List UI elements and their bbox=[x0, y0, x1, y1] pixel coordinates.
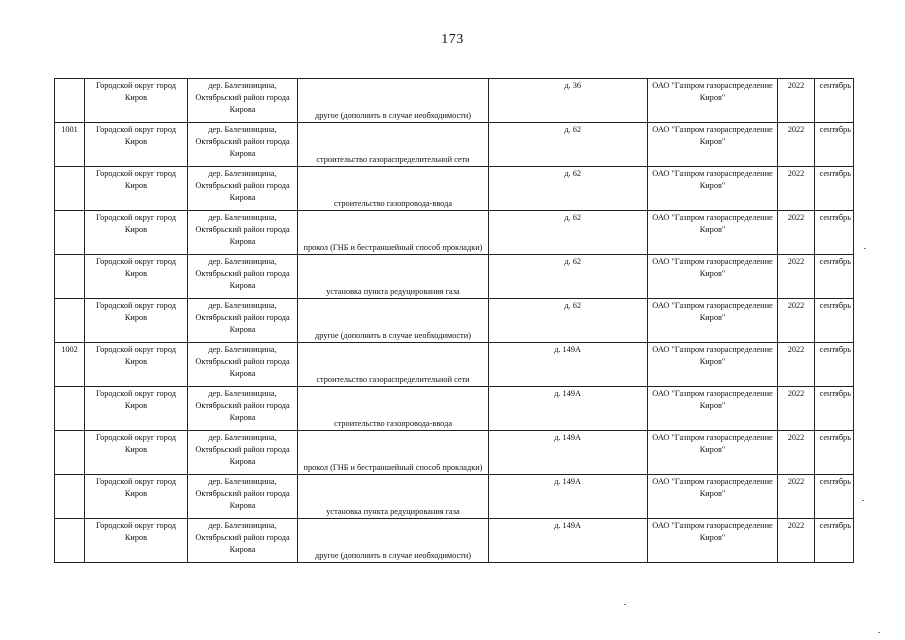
year-text: 2022 bbox=[787, 125, 805, 134]
organization-cell bbox=[648, 167, 778, 211]
organization-cell bbox=[648, 255, 778, 299]
row-number-cell bbox=[55, 299, 85, 343]
row-number-cell bbox=[55, 167, 85, 211]
municipality-text: Городской округ город bbox=[96, 389, 176, 398]
work-type-cell bbox=[298, 211, 489, 255]
organization-text: ОАО "Газпром газораспределение bbox=[652, 169, 773, 178]
table-row bbox=[55, 255, 854, 299]
table-row bbox=[55, 431, 854, 475]
locality-cell bbox=[188, 299, 298, 343]
municipality-text: Городской округ город bbox=[96, 125, 176, 134]
row-number-cell bbox=[55, 387, 85, 431]
house-number-cell bbox=[489, 431, 648, 475]
row-number-cell bbox=[55, 519, 85, 563]
house-number-text: д. 149А bbox=[554, 521, 581, 530]
month-text: сентябрь bbox=[819, 521, 851, 530]
organization-text: Киров" bbox=[699, 269, 726, 278]
municipality-cell bbox=[85, 123, 188, 167]
month-cell bbox=[815, 255, 854, 299]
organization-text: ОАО "Газпром газораспределение bbox=[652, 257, 773, 266]
month-text: сентябрь bbox=[819, 433, 851, 442]
month-cell bbox=[815, 167, 854, 211]
municipality-cell bbox=[85, 387, 188, 431]
table-body bbox=[55, 79, 854, 563]
locality-text: Кирова bbox=[229, 413, 256, 422]
work-type-cell bbox=[298, 167, 489, 211]
year-text: 2022 bbox=[787, 521, 805, 530]
work-type-text: установка пункта редуцирования газа bbox=[326, 507, 460, 516]
year-cell bbox=[778, 211, 815, 255]
scan-speck bbox=[862, 500, 864, 501]
house-number-cell bbox=[489, 79, 648, 123]
house-number-cell bbox=[489, 123, 648, 167]
page-number: 173 bbox=[441, 32, 464, 47]
locality-text: дер. Балезиницина, bbox=[208, 389, 277, 398]
organization-text: ОАО "Газпром газораспределение bbox=[652, 81, 773, 90]
locality-cell bbox=[188, 431, 298, 475]
gasification-schedule-table bbox=[54, 78, 854, 563]
month-text: сентябрь bbox=[819, 477, 851, 486]
year-text: 2022 bbox=[787, 257, 805, 266]
row-number-cell bbox=[55, 255, 85, 299]
locality-text: Кирова bbox=[229, 457, 256, 466]
house-number-text: д. 62 bbox=[564, 213, 581, 222]
locality-text: Кирова bbox=[229, 237, 256, 246]
locality-cell bbox=[188, 255, 298, 299]
municipality-cell bbox=[85, 343, 188, 387]
organization-cell bbox=[648, 343, 778, 387]
municipality-text: Городской округ город bbox=[96, 301, 176, 310]
locality-text: Октябрьский район города bbox=[195, 93, 290, 102]
organization-cell bbox=[648, 431, 778, 475]
organization-text: ОАО "Газпром газораспределение bbox=[652, 389, 773, 398]
year-cell bbox=[778, 343, 815, 387]
locality-cell bbox=[188, 519, 298, 563]
house-number-text: д. 149А bbox=[554, 389, 581, 398]
locality-cell bbox=[188, 211, 298, 255]
month-text: сентябрь bbox=[819, 257, 851, 266]
year-cell bbox=[778, 519, 815, 563]
year-text: 2022 bbox=[787, 169, 805, 178]
house-number-text: д. 62 bbox=[564, 169, 581, 178]
organization-text: Киров" bbox=[699, 445, 726, 454]
table-row bbox=[55, 299, 854, 343]
work-type-text: строительство газопровода-ввода bbox=[334, 199, 452, 208]
year-text: 2022 bbox=[787, 301, 805, 310]
locality-text: Октябрьский район города bbox=[195, 181, 290, 190]
month-text: сентябрь bbox=[819, 213, 851, 222]
row-number-cell bbox=[55, 431, 85, 475]
table-row bbox=[55, 79, 854, 123]
work-type-text: строительство газораспределительной сети bbox=[316, 155, 470, 164]
locality-text: Кирова bbox=[229, 325, 256, 334]
locality-text: Кирова bbox=[229, 193, 256, 202]
organization-text: ОАО "Газпром газораспределение bbox=[652, 301, 773, 310]
month-cell bbox=[815, 343, 854, 387]
organization-cell bbox=[648, 211, 778, 255]
municipality-text: Киров bbox=[124, 269, 148, 278]
house-number-cell bbox=[489, 475, 648, 519]
municipality-cell bbox=[85, 519, 188, 563]
house-number-cell bbox=[489, 211, 648, 255]
municipality-text: Киров bbox=[124, 489, 148, 498]
locality-text: Октябрьский район города bbox=[195, 269, 290, 278]
month-text: сентябрь bbox=[819, 169, 851, 178]
work-type-cell bbox=[298, 79, 489, 123]
locality-text: дер. Балезиницина, bbox=[208, 301, 277, 310]
month-cell bbox=[815, 299, 854, 343]
month-text: сентябрь bbox=[819, 389, 851, 398]
locality-text: дер. Балезиницина, bbox=[208, 169, 277, 178]
organization-text: Киров" bbox=[699, 401, 726, 410]
locality-text: дер. Балезиницина, bbox=[208, 125, 277, 134]
organization-text: Киров" bbox=[699, 313, 726, 322]
organization-text: ОАО "Газпром газораспределение bbox=[652, 125, 773, 134]
municipality-text: Городской округ город bbox=[96, 477, 176, 486]
locality-text: Кирова bbox=[229, 501, 256, 510]
locality-text: Октябрьский район города bbox=[195, 313, 290, 322]
municipality-text: Городской округ город bbox=[96, 433, 176, 442]
organization-text: ОАО "Газпром газораспределение bbox=[652, 521, 773, 530]
municipality-cell bbox=[85, 431, 188, 475]
month-text: сентябрь bbox=[819, 345, 851, 354]
locality-text: дер. Балезиницина, bbox=[208, 345, 277, 354]
table-row bbox=[55, 387, 854, 431]
row-number-cell bbox=[55, 79, 85, 123]
house-number-cell bbox=[489, 387, 648, 431]
municipality-text: Киров bbox=[124, 225, 148, 234]
organization-cell bbox=[648, 475, 778, 519]
locality-cell bbox=[188, 79, 298, 123]
house-number-text: д. 149А bbox=[554, 477, 581, 486]
locality-text: дер. Балезиницина, bbox=[208, 81, 277, 90]
work-type-text: прокол (ГНБ и бестраншейный способ прокладки) bbox=[303, 243, 483, 252]
municipality-text: Городской округ город bbox=[96, 257, 176, 266]
table-row bbox=[55, 167, 854, 211]
year-cell bbox=[778, 475, 815, 519]
locality-text: дер. Балезиницина, bbox=[208, 521, 277, 530]
month-cell bbox=[815, 387, 854, 431]
year-cell bbox=[778, 299, 815, 343]
scan-speck bbox=[624, 604, 626, 605]
municipality-text: Городской округ город bbox=[96, 213, 176, 222]
house-number-cell bbox=[489, 519, 648, 563]
work-type-text: другое (дополнить в случае необходимости) bbox=[315, 111, 471, 120]
month-text: сентябрь bbox=[819, 125, 851, 134]
locality-text: дер. Балезиницина, bbox=[208, 213, 277, 222]
year-text: 2022 bbox=[787, 433, 805, 442]
locality-text: Октябрьский район города bbox=[195, 357, 290, 366]
work-type-text: другое (дополнить в случае необходимости) bbox=[315, 551, 471, 560]
work-type-text: строительство газораспределительной сети bbox=[316, 375, 470, 384]
locality-text: Октябрьский район города bbox=[195, 533, 290, 542]
house-number-text: д. 62 bbox=[564, 301, 581, 310]
municipality-cell bbox=[85, 475, 188, 519]
house-number-cell bbox=[489, 167, 648, 211]
organization-text: ОАО "Газпром газораспределение bbox=[652, 477, 773, 486]
organization-cell bbox=[648, 519, 778, 563]
year-cell bbox=[778, 123, 815, 167]
row-number-cell bbox=[55, 211, 85, 255]
year-cell bbox=[778, 79, 815, 123]
locality-text: Кирова bbox=[229, 281, 256, 290]
locality-text: Кирова bbox=[229, 149, 256, 158]
work-type-cell bbox=[298, 299, 489, 343]
locality-cell bbox=[188, 387, 298, 431]
work-type-text: строительство газопровода-ввода bbox=[334, 419, 452, 428]
work-type-cell bbox=[298, 431, 489, 475]
municipality-text: Городской округ город bbox=[96, 169, 176, 178]
organization-text: Киров" bbox=[699, 93, 726, 102]
house-number-text: д. 149А bbox=[554, 345, 581, 354]
municipality-text: Киров bbox=[124, 445, 148, 454]
house-number-cell bbox=[489, 255, 648, 299]
locality-text: Октябрьский район города bbox=[195, 225, 290, 234]
locality-text: Октябрьский район города bbox=[195, 137, 290, 146]
house-number-text: д. 36 bbox=[564, 81, 581, 90]
month-cell bbox=[815, 475, 854, 519]
municipality-cell bbox=[85, 211, 188, 255]
locality-text: Октябрьский район города bbox=[195, 489, 290, 498]
municipality-cell bbox=[85, 299, 188, 343]
municipality-text: Киров bbox=[124, 533, 148, 542]
work-type-cell bbox=[298, 519, 489, 563]
organization-text: Киров" bbox=[699, 225, 726, 234]
locality-cell bbox=[188, 343, 298, 387]
municipality-text: Киров bbox=[124, 401, 148, 410]
organization-text: Киров" bbox=[699, 181, 726, 190]
organization-text: ОАО "Газпром газораспределение bbox=[652, 213, 773, 222]
year-text: 2022 bbox=[787, 81, 805, 90]
locality-text: дер. Балезиницина, bbox=[208, 433, 277, 442]
organization-text: ОАО "Газпром газораспределение bbox=[652, 345, 773, 354]
locality-text: Октябрьский район города bbox=[195, 401, 290, 410]
work-type-cell bbox=[298, 123, 489, 167]
year-cell bbox=[778, 167, 815, 211]
month-cell bbox=[815, 79, 854, 123]
municipality-text: Городской округ город bbox=[96, 81, 176, 90]
organization-cell bbox=[648, 387, 778, 431]
house-number-cell bbox=[489, 299, 648, 343]
row-number-cell bbox=[55, 123, 85, 167]
work-type-cell bbox=[298, 343, 489, 387]
row-number-text: 1001 bbox=[61, 125, 78, 134]
organization-cell bbox=[648, 123, 778, 167]
scan-speck bbox=[878, 632, 880, 633]
municipality-text: Городской округ город bbox=[96, 521, 176, 530]
locality-cell bbox=[188, 475, 298, 519]
locality-text: Октябрьский район города bbox=[195, 445, 290, 454]
locality-cell bbox=[188, 167, 298, 211]
municipality-text: Городской округ город bbox=[96, 345, 176, 354]
work-type-text: установка пункта редуцирования газа bbox=[326, 287, 460, 296]
municipality-text: Киров bbox=[124, 313, 148, 322]
row-number-cell bbox=[55, 343, 85, 387]
organization-text: ОАО "Газпром газораспределение bbox=[652, 433, 773, 442]
work-type-text: другое (дополнить в случае необходимости) bbox=[315, 331, 471, 340]
table-row bbox=[55, 211, 854, 255]
year-cell bbox=[778, 255, 815, 299]
house-number-text: д. 62 bbox=[564, 125, 581, 134]
municipality-text: Киров bbox=[124, 357, 148, 366]
municipality-cell bbox=[85, 167, 188, 211]
municipality-cell bbox=[85, 255, 188, 299]
year-text: 2022 bbox=[787, 477, 805, 486]
organization-cell bbox=[648, 299, 778, 343]
work-type-cell bbox=[298, 475, 489, 519]
house-number-text: д. 62 bbox=[564, 257, 581, 266]
month-cell bbox=[815, 211, 854, 255]
year-cell bbox=[778, 387, 815, 431]
locality-text: Кирова bbox=[229, 369, 256, 378]
table-row bbox=[55, 519, 854, 563]
scan-speck bbox=[864, 248, 866, 249]
organization-text: Киров" bbox=[699, 489, 726, 498]
organization-text: Киров" bbox=[699, 533, 726, 542]
municipality-cell bbox=[85, 79, 188, 123]
locality-text: Кирова bbox=[229, 545, 256, 554]
month-text: сентябрь bbox=[819, 81, 851, 90]
year-text: 2022 bbox=[787, 345, 805, 354]
locality-text: дер. Балезиницина, bbox=[208, 257, 277, 266]
row-number-cell bbox=[55, 475, 85, 519]
organization-cell bbox=[648, 79, 778, 123]
year-text: 2022 bbox=[787, 213, 805, 222]
municipality-text: Киров bbox=[124, 93, 148, 102]
locality-cell bbox=[188, 123, 298, 167]
table-row bbox=[55, 475, 854, 519]
table-row bbox=[55, 123, 854, 167]
house-number-cell bbox=[489, 343, 648, 387]
row-number-text: 1002 bbox=[61, 345, 78, 354]
month-cell bbox=[815, 123, 854, 167]
year-text: 2022 bbox=[787, 389, 805, 398]
municipality-text: Киров bbox=[124, 137, 148, 146]
year-cell bbox=[778, 431, 815, 475]
month-cell bbox=[815, 431, 854, 475]
locality-text: Кирова bbox=[229, 105, 256, 114]
work-type-cell bbox=[298, 255, 489, 299]
month-cell bbox=[815, 519, 854, 563]
table-row bbox=[55, 343, 854, 387]
house-number-text: д. 149А bbox=[554, 433, 581, 442]
work-type-cell bbox=[298, 387, 489, 431]
work-type-text: прокол (ГНБ и бестраншейный способ прокладки) bbox=[303, 463, 483, 472]
municipality-text: Киров bbox=[124, 181, 148, 190]
organization-text: Киров" bbox=[699, 137, 726, 146]
locality-text: дер. Балезиницина, bbox=[208, 477, 277, 486]
organization-text: Киров" bbox=[699, 357, 726, 366]
month-text: сентябрь bbox=[819, 301, 851, 310]
